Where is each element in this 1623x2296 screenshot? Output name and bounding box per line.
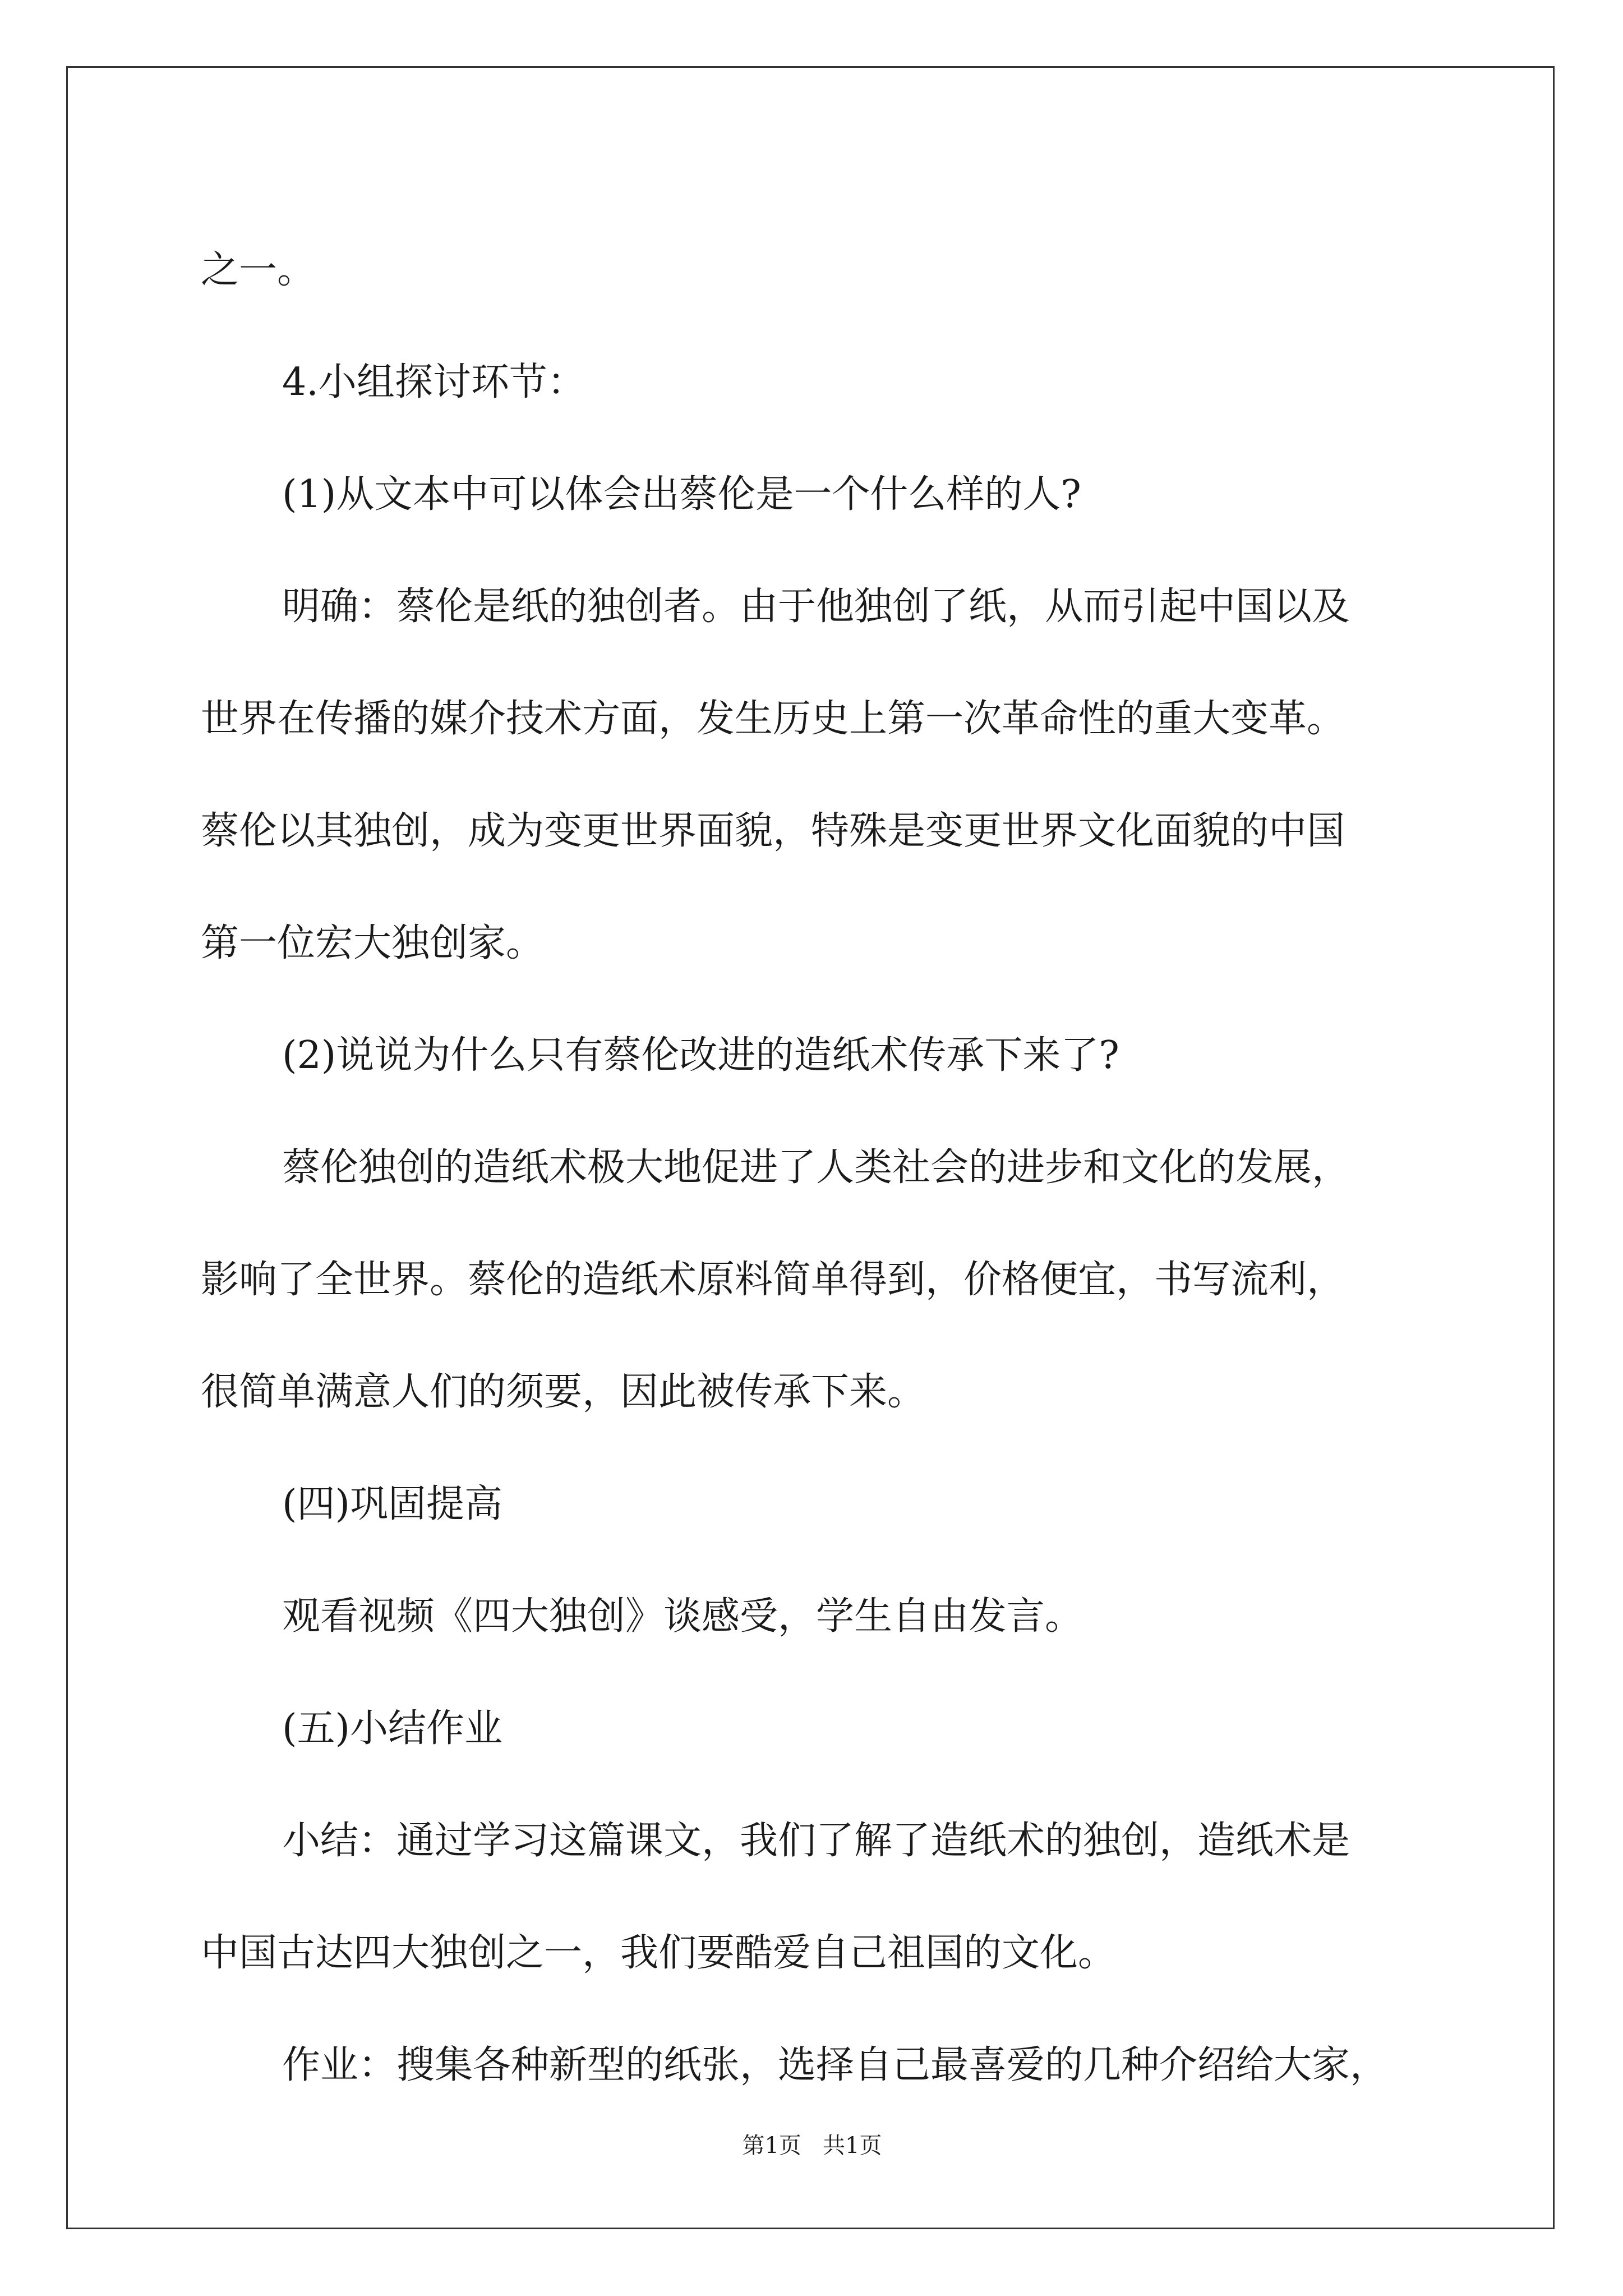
text-line: 影响了全世界。蔡伦的造纸术原料简单得到，价格便宜，书写流利， bbox=[201, 1258, 1345, 1302]
section-heading: (四)巩固提高 bbox=[282, 1482, 503, 1526]
text-line: 作业：搜集各种新型的纸张，选择自己最喜爱的几种介绍给大家， bbox=[282, 2043, 1389, 2087]
page-frame bbox=[66, 66, 1555, 2229]
text-line: 4.小组探讨环节： bbox=[282, 360, 585, 404]
text-line: 之一。 bbox=[201, 248, 316, 292]
text-line: 蔡伦独创的造纸术极大地促进了人类社会的进步和文化的发展， bbox=[282, 1145, 1350, 1190]
text-line: 世界在传播的媒介技术方面，发生历史上第一次革命性的重大变革。 bbox=[201, 697, 1345, 741]
section-heading: (五)小结作业 bbox=[282, 1706, 503, 1751]
text-line: 第一位宏大独创家。 bbox=[201, 921, 545, 965]
text-line: 明确：蔡伦是纸的独创者。由于他独创了纸，从而引起中国以及 bbox=[282, 585, 1350, 629]
page-footer: 第1页 共1页 bbox=[742, 2133, 882, 2159]
text-line: 小结：通过学习这篇课文，我们了解了造纸术的独创，造纸术是 bbox=[282, 1819, 1350, 1863]
text-line: (2)说说为什么只有蔡伦改进的造纸术传承下来了? bbox=[282, 1033, 1119, 1078]
text-line: (1)从文本中可以体会出蔡伦是一个什么样的人? bbox=[282, 472, 1081, 517]
text-line: 中国古达四大独创之一，我们要酷爱自己祖国的文化。 bbox=[201, 1931, 1117, 1975]
text-line: 观看视频《四大独创》谈感受，学生自由发言。 bbox=[282, 1594, 1083, 1639]
text-line: 很简单满意人们的须要，因此被传承下来。 bbox=[201, 1370, 926, 1414]
text-line: 蔡伦以其独创，成为变更世界面貌，特殊是变更世界文化面貌的中国 bbox=[201, 809, 1345, 853]
